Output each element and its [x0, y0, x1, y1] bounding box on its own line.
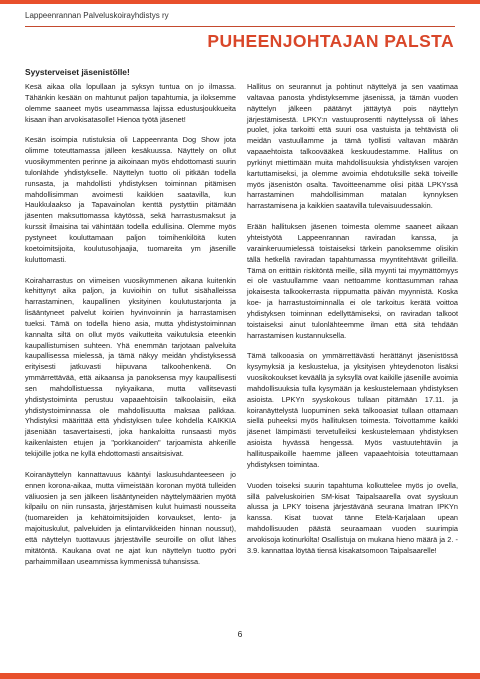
- right-column: [247, 82, 458, 557]
- page-title: PUHEENJOHTAJAN PALSTA: [207, 31, 454, 51]
- paragraph: Erään hallituksen jäsenen toimesta olemme saaneet aikaan yhteistyötä Lappeenrannan raviradan kanssa, ja varainkeruumielessä toistaiseksi tärkein panoksemme olisikin tällä hetkellä raviradan tapahtumassa myyntitehtävät grilleillä. Tämä on erittäin riskitöntä meille, sillä myynti tai myymättömyys ei ole vastuullamme vaan nettoamme konttasumman rahaa jokaisesta talkookerrasta riippumatta päivän myynnistä. Koska koe- ja harrastustoiminnalla ei ole tarkoitus kerätä voittoa yhdistyksen toiminnan edellyttämiseksi, on raviradan talkoot toistaiseksi ainut tulonlähteemme ilman että sitä tehdään harrastamisen kustannuksella.: [247, 222, 458, 340]
- paragraph: Tämä talkooasia on ymmärrettävästi herättänyt jäsenistössä kysymyksiä ja keskustelua, ja yksityisen yhteydenoton lisäksi vuosikokoukset keväällä ja syksyllä ovat kaikille jäsenille avoimia mahdollisuuksia tulla kysymään ja keskustelemaan yhdistyksen asioista. LPKYn syyskokous tullaan pitämään 17.11. ja koiranäyttelystä luopuminen sekä talkooasiat tullaan ottamaan siellä puheeksi myös hallituksen toimesta. Toivottamme kaikki jäsenet lämpimästi tervetulleiksi keskustelemaan yhdistyksen asioista hyvässä hengessä. Myös vastuutehtäviin ja hallituspaikoille haemme jälleen vapaaehtoisia toteuttamaan yhdistyksen toimintaa.: [247, 351, 458, 469]
- organization-name: Lappeenrannan Palveluskoirayhdistys ry: [25, 11, 169, 20]
- header-divider: [25, 26, 455, 27]
- paragraph: Vuoden toiseksi suurin tapahtuma kolkuttelee myös jo ovella, sillä palveluskoirien SM-kisat Taipalsaarella ovat syyskuun alussa ja LPKY toisena järjestävänä seurana Imatran IPKYn kanssa. Kisat tuovat tänne Etelä-Karjalaan upean mahdollisuuden päästä seuraamaan vuoden suurimpia arvokisoja kotinurkilta! Osallistuja on mukana hieno määrä ja 2. - 3.9. kannattaa löytää tiensä kisakatsomoon Taipalsaarelle!: [247, 480, 458, 555]
- paragraph: Kesän isoimpia rutistuksia oli Lappeenranta Dog Show jota olimme toteuttamassa jälleen kesäkuussa. Näyttely on ollut vuosikymmenten perinne ja aikoinaan myös ehdottomasti suurin tulonlähde yhdistykselle. Näyttelyn tuotto oli pitkään todella runsasta, ja mahdollisti yhdistyksen toiminnan pitämisen mahdollisimman avoimesti kaikkien saatavilla, kun Haukkulaakso ja Tapavainolan kenttä pystyttiin pitämään jäsenten maksuttomassa käytössä, sekä harrastusmaksut ja kurssit ilmaisina tai vähintään todella edullisina. Olemme myös pystyneet kouluttamaan paljon toimihenkilöitä kuten koetoimitsijoita, koulutusohjaajia, tuomareita ym jäsenille kuluttomasti.: [25, 135, 236, 264]
- bottom-accent-bar: [0, 673, 480, 679]
- paragraph: Hallitus on seurannut ja pohtinut näyttelyä ja sen vaatimaa valtavaa panosta yhdistyksemme jäsenissä, ja tämän vuoden näyttelyn jälkeen päätänyt jättäytyä pois näyttelyn järjestämisestä. LPKY:n vastuuprosentti näyttelyssä oli lähes puolet, joka tarkoitti että suuri osa vastuista ja tehtävistä oli meidän vastuullamme ja tämä työllisti valtavan määrän vapaaehtoista talkoovääkeä keskuudestamme. Hallitus on pyrkinyt miettimään muita mahdollisuuksia yhdistyksen varojen kartuttamiseksi, ja olemme avoimia ehdotuksille sekä toiveille myös jäsenistön osalta. Tavoitteenamme olisi pitää LPKYssä harrastaminen mahdollisimman matalan kynnyksen harrastamisena ja kaikkien saatavilla tulevaisuudessakin.: [247, 82, 458, 211]
- paragraph: Koiranäyttelyn kannattavuus kääntyi laskusuhdanteeseen jo ennen korona-aikaa, mutta viimeistään koronan myötä tulleiden väliuosien ja sen jälkeen lisääntyneiden näyttelymäärien myötä kilpailu on niin runsasta, järjestämisen kulut huimasti nousseita (tuomareiden ja kehätoimitsijoiden korvaukset, lento- ja majoituskulut, palveluiden ja elintarvikkeiden hinnan noussut), että näyttelyn tuottavuus järjestäville seuroille on ollut lähes mitätöntä. Kaukana ovat ne ajat kun näyttelyn tuotto pyöri parhaimmillaan useammissa kymmenissä tuhansissa.: [25, 469, 236, 566]
- left-column: [25, 82, 236, 567]
- greeting-heading: Syysterveiset jäsenistölle!: [25, 67, 130, 77]
- top-accent-bar: [0, 0, 480, 4]
- paragraph: Koiraharrastus on viimeisen vuosikymmenen aikana kuitenkin kehittynyt aika paljon, ja kuvioihin on tullut sisähalleissa harrastaminen, kaupallinen yksityinen koulutustarjonta ja lisääntyneet palvelut koirien hyvinvoinnin ja harrastamisen tueksi. Tämä on todella hieno asia, mutta yhdistystoiminnan kannalta siltä on ollut myös vaikutteita vaikutuksia eteenkin kaupallistumisen suhteen. Yhä enemmän tarjotaan palveluita kaupallisessa mielessä, ja tämä näkyy meidän yhdistyksessä erityisesti jatkuvasti hiipuvana talkoohenkenä. On ymmärrettävää, että aikaansa ja panoksensa myy kaupallisesti sen mahdollistuessa nykyaikana, mutta vallitsevasti yhdistystoiminta perustuu vapaaehtoisiin talkoolaisiin, eikä yhdistystoiminnassa ole mahdollisuutta maksaa palkkaa. Yhdistyksi määrittää että yhdistyksen tulee kohdella KAIKKIA jäseniään tasavertaisesti, joka hankaloitta runsaasti myös kaikenlaisten etujen ja "porkkanoiden" tarjoamista ahkerille tekijöille jotka ne kyllä ehdottomasti ansaitsisivat.: [25, 275, 236, 458]
- paragraph: Kesä aikaa olla lopullaan ja syksyn tuntua on jo ilmassa. Tähänkin kesään on mahtunut paljon tapahtumia, ja iloksemme olemme saaneet myös useammassa lajissa edustusjoukkueita kisaan ihan arvokisatasolle! Hienoa työtä jäsenet!: [25, 82, 236, 124]
- page-number: 6: [237, 629, 243, 639]
